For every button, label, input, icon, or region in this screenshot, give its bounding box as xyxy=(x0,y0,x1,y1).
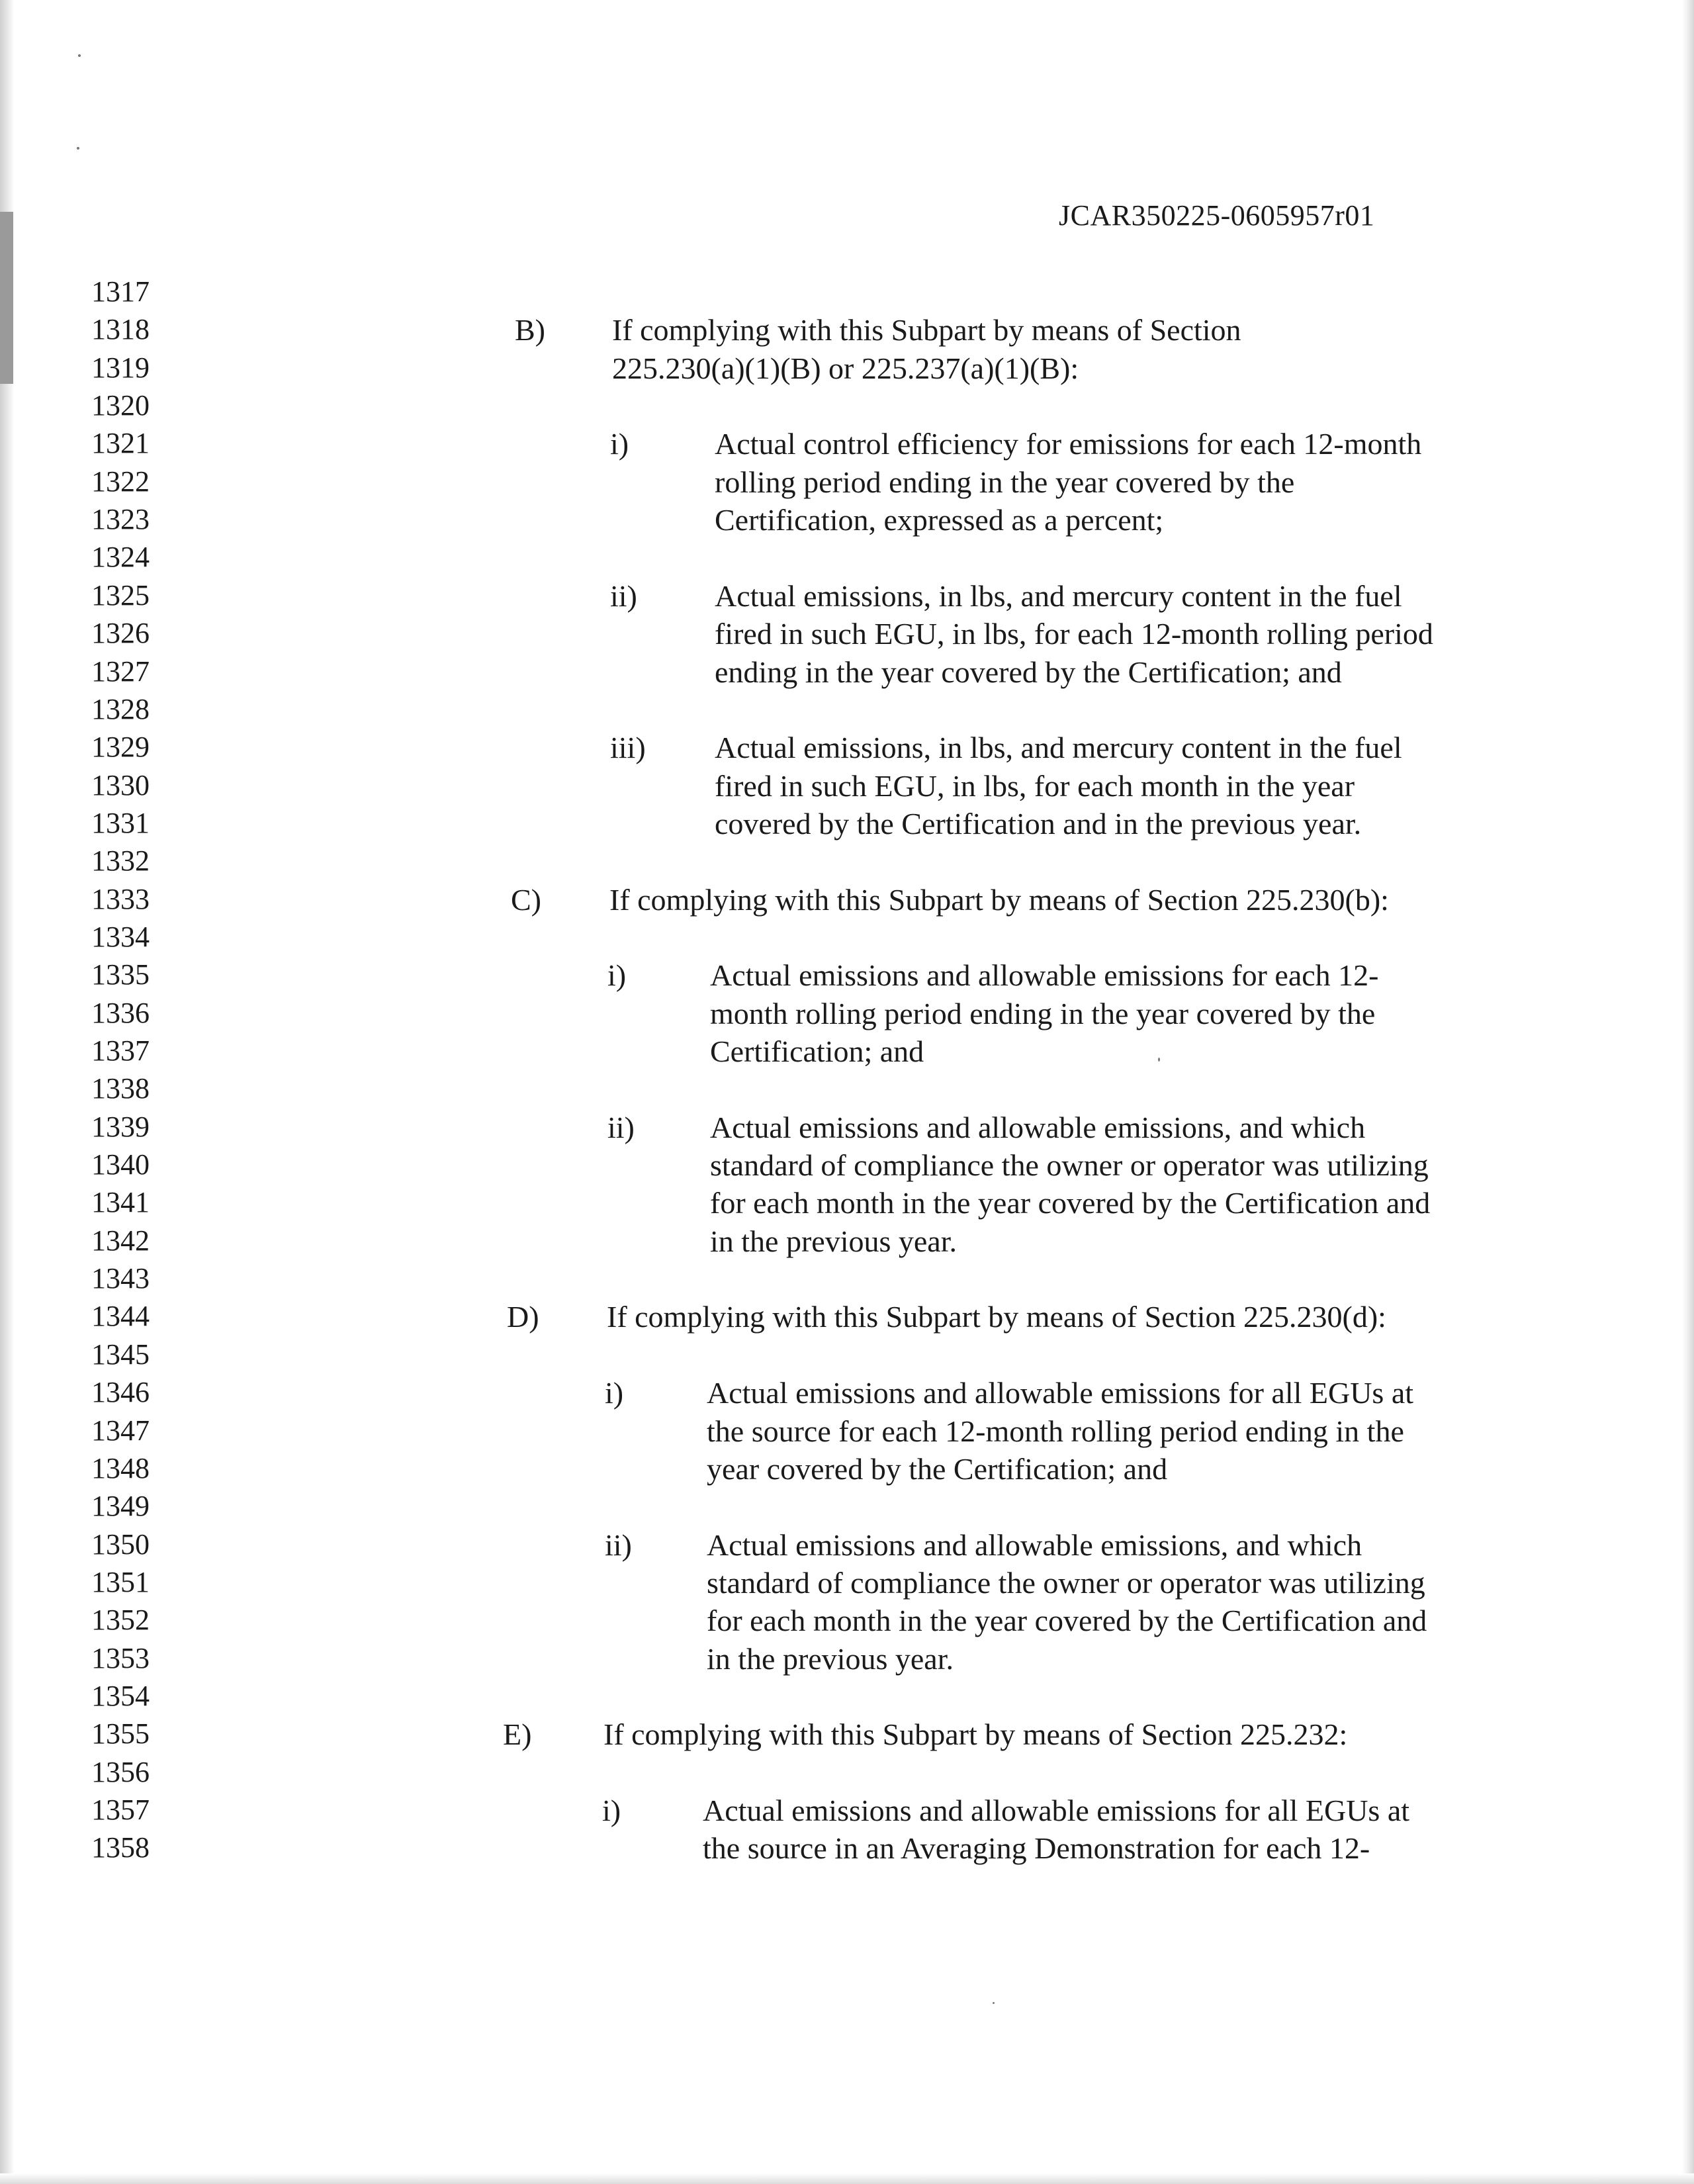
line-number: 1351 xyxy=(91,1565,150,1598)
line-number: 1320 xyxy=(91,389,150,422)
scan-edge-bottom xyxy=(0,2173,1694,2184)
subitem-text-line: standard of compliance the owner or operator was utilizing xyxy=(707,1565,1425,1600)
subitem-text-line: for each month in the year covered by the Certification and xyxy=(710,1186,1431,1220)
line-number: 1324 xyxy=(91,541,150,574)
subitem-text-line: year covered by the Certification; and xyxy=(707,1451,1168,1486)
line-number: 1329 xyxy=(91,731,150,764)
item-text-line: If complying with this Subpart by means of Section xyxy=(612,313,1241,347)
subitem-text-line: Actual emissions and allowable emissions for all EGUs at xyxy=(703,1794,1410,1827)
subitem-text-line: Actual emissions and allowable emissions for each 12- xyxy=(710,958,1379,993)
line-number: 1336 xyxy=(91,996,150,1029)
subitem-text-line: for each month in the year covered by the Certification and xyxy=(707,1604,1427,1638)
subitem-text-line: fired in such EGU, in lbs, for each month in the year xyxy=(715,768,1355,803)
line-number: 1350 xyxy=(91,1527,150,1561)
line-number: 1345 xyxy=(91,1338,150,1371)
line-number: 1332 xyxy=(91,844,150,878)
subitem-text-line: Actual emissions and allowable emissions, and which xyxy=(707,1527,1362,1562)
item-text-line: If complying with this Subpart by means of Section 225.230(b): xyxy=(609,882,1389,917)
line-number: 1349 xyxy=(91,1490,150,1523)
line-number: 1325 xyxy=(91,578,150,612)
item-text-line: If complying with this Subpart by means of Section 225.230(d): xyxy=(607,1300,1386,1334)
scan-edge-left xyxy=(0,0,15,2184)
subitem-marker: ii) xyxy=(610,578,637,613)
subitem-text-line: in the previous year. xyxy=(710,1224,958,1258)
line-number: 1338 xyxy=(91,1072,150,1105)
subitem-text-line: Actual emissions, in lbs, and mercury content in the fuel xyxy=(715,578,1402,613)
scan-speck xyxy=(1158,1058,1160,1062)
line-number: 1335 xyxy=(91,958,150,991)
item-text-line: If complying with this Subpart by means of Section 225.232: xyxy=(603,1717,1348,1752)
line-number: 1317 xyxy=(91,275,150,308)
line-number: 1334 xyxy=(91,920,150,953)
line-number: 1346 xyxy=(91,1376,150,1409)
line-number: 1322 xyxy=(91,465,150,498)
subitem-text-line: in the previous year. xyxy=(707,1641,954,1676)
subitem-text-line: Certification, expressed as a percent; xyxy=(715,503,1164,537)
subitem-marker: ii) xyxy=(605,1527,632,1562)
subitem-text-line: ending in the year covered by the Certification; and xyxy=(715,655,1342,689)
scan-edge-right xyxy=(1682,0,1694,2184)
scan-shadow-band xyxy=(0,212,13,384)
line-number: 1323 xyxy=(91,503,150,536)
line-number: 1327 xyxy=(91,655,150,688)
item-text-line: 225.230(a)(1)(B) or 225.237(a)(1)(B): xyxy=(612,351,1079,385)
line-number: 1354 xyxy=(91,1679,150,1712)
subitem-text-line: covered by the Certification and in the previous year. xyxy=(715,806,1362,841)
subitem-text-line: standard of compliance the owner or operator was utilizing xyxy=(710,1148,1429,1183)
subitem-text-line: month rolling period ending in the year covered by the xyxy=(710,996,1376,1030)
line-number: 1318 xyxy=(91,313,150,346)
line-number: 1347 xyxy=(91,1414,150,1447)
scan-speck xyxy=(78,54,81,57)
subitem-text-line: Actual control efficiency for emissions for each 12-month xyxy=(715,427,1422,461)
line-number: 1344 xyxy=(91,1300,150,1333)
subitem-marker: i) xyxy=(602,1794,621,1827)
subitem-marker: i) xyxy=(607,958,627,993)
subitem-text-line: rolling period ending in the year covered by the xyxy=(715,465,1295,499)
line-number: 1339 xyxy=(91,1110,150,1143)
subitem-text-line: fired in such EGU, in lbs, for each 12-month rolling period xyxy=(715,617,1433,651)
subitem-marker: iii) xyxy=(610,731,646,765)
subitem-marker: i) xyxy=(605,1376,624,1410)
subitem-text-line: Actual emissions and allowable emissions, and which xyxy=(710,1110,1366,1144)
item-marker: E) xyxy=(503,1717,532,1752)
line-number: 1326 xyxy=(91,617,150,650)
subitem-marker: i) xyxy=(610,427,629,461)
item-marker: D) xyxy=(507,1300,539,1334)
line-number: 1333 xyxy=(91,882,150,915)
line-number: 1357 xyxy=(91,1794,150,1826)
line-number: 1321 xyxy=(91,427,150,460)
scan-speck xyxy=(77,147,79,150)
line-number: 1328 xyxy=(91,692,150,725)
subitem-text-line: Certification; and xyxy=(710,1034,924,1068)
line-number: 1355 xyxy=(91,1717,150,1751)
line-number: 1341 xyxy=(91,1186,150,1219)
subitem-text-line: Actual emissions, in lbs, and mercury content in the fuel xyxy=(715,731,1402,765)
line-number: 1330 xyxy=(91,768,150,801)
line-number: 1337 xyxy=(91,1034,150,1067)
line-number: 1343 xyxy=(91,1262,150,1295)
item-marker: C) xyxy=(511,882,541,917)
line-number: 1331 xyxy=(91,806,150,839)
item-marker: B) xyxy=(515,313,545,347)
line-number: 1352 xyxy=(91,1604,150,1637)
line-number: 1340 xyxy=(91,1148,150,1181)
line-number: 1356 xyxy=(91,1755,150,1788)
subitem-text-line: Actual emissions and allowable emissions for all EGUs at xyxy=(707,1376,1414,1410)
subitem-text-line: the source for each 12-month rolling period ending in the xyxy=(707,1414,1404,1448)
scan-speck xyxy=(993,2002,995,2004)
line-number: 1358 xyxy=(91,1831,150,1864)
subitem-marker: ii) xyxy=(607,1110,635,1144)
line-number: 1353 xyxy=(91,1641,150,1674)
line-number: 1342 xyxy=(91,1224,150,1257)
line-number: 1319 xyxy=(91,351,150,384)
line-number: 1348 xyxy=(91,1451,150,1484)
subitem-text-line: the source in an Averaging Demonstration for each 12- xyxy=(703,1831,1370,1866)
document-id: JCAR350225-0605957r01 xyxy=(1059,199,1375,232)
